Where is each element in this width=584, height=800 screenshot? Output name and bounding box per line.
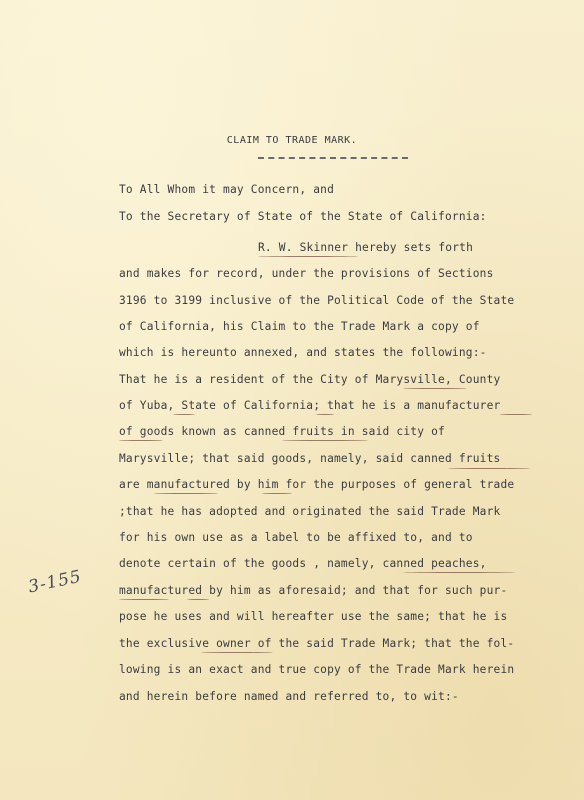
text-line-18: the exclusive owner of the said Trade Mark; that the fol- [119, 637, 515, 650]
text-line-2: To the Secretary of State of the State of California: [119, 210, 487, 223]
text-line-13: ;that he has adopted and originated the said Trade Mark [119, 505, 501, 518]
text-line-11: Marysville; that said goods, namely, said canned fruits [119, 452, 501, 465]
text-line-3: R. W. Skinner hereby sets forth [258, 241, 473, 254]
text-line-1: To All Whom it may Concern, and [119, 183, 334, 196]
text-line-19: lowing is an exact and true copy of the Trade Mark herein [119, 663, 515, 676]
text-line-12: are manufactured by him for the purposes of general trade [119, 478, 515, 491]
text-line-16: manufactured by him as aforesaid; and that for such pur- [119, 584, 508, 597]
pencil-underline [119, 599, 169, 600]
pencil-underline [403, 388, 467, 389]
text-line-20: and herein before named and referred to, to wit:- [119, 690, 459, 703]
text-line-5: 3196 to 3199 inclusive of the Political Code of the State [119, 294, 515, 307]
pencil-underline [448, 468, 530, 469]
text-line-14: for his own use as a label to be affixed to, and to [119, 531, 473, 544]
text-line-10: of goods known as canned fruits in said city of [119, 425, 445, 438]
handwritten-margin-note: 3-155 [26, 566, 84, 598]
text-line-8: That he is a resident of the City of Marysville, County [119, 373, 501, 386]
pencil-underline [187, 599, 209, 600]
pencil-underline [173, 414, 195, 415]
pencil-underline [154, 493, 218, 494]
text-line-4: and makes for record, under the provisions of Sections [119, 267, 494, 280]
pencil-underline [119, 440, 163, 441]
document-title: CLAIM TO TRADE MARK. [226, 135, 358, 146]
pencil-underline [282, 440, 368, 441]
pencil-underline [403, 572, 515, 573]
pencil-underline [262, 493, 292, 494]
pencil-underline [316, 414, 334, 415]
text-line-15: denote certain of the goods , namely, canned peaches, [119, 557, 487, 570]
text-line-7: which is hereunto annexed, and states the following:- [119, 346, 487, 359]
pencil-underline [201, 652, 273, 653]
pencil-underline [500, 414, 532, 415]
title-dashed-rule [258, 157, 408, 159]
pencil-underline [258, 256, 358, 257]
text-line-9: of Yuba, State of California; that he is a manufacturer [119, 399, 501, 412]
text-line-6: of California, his Claim to the Trade Mark a copy of [119, 320, 480, 333]
text-line-17: pose he uses and will hereafter use the same; that he is [119, 610, 508, 623]
